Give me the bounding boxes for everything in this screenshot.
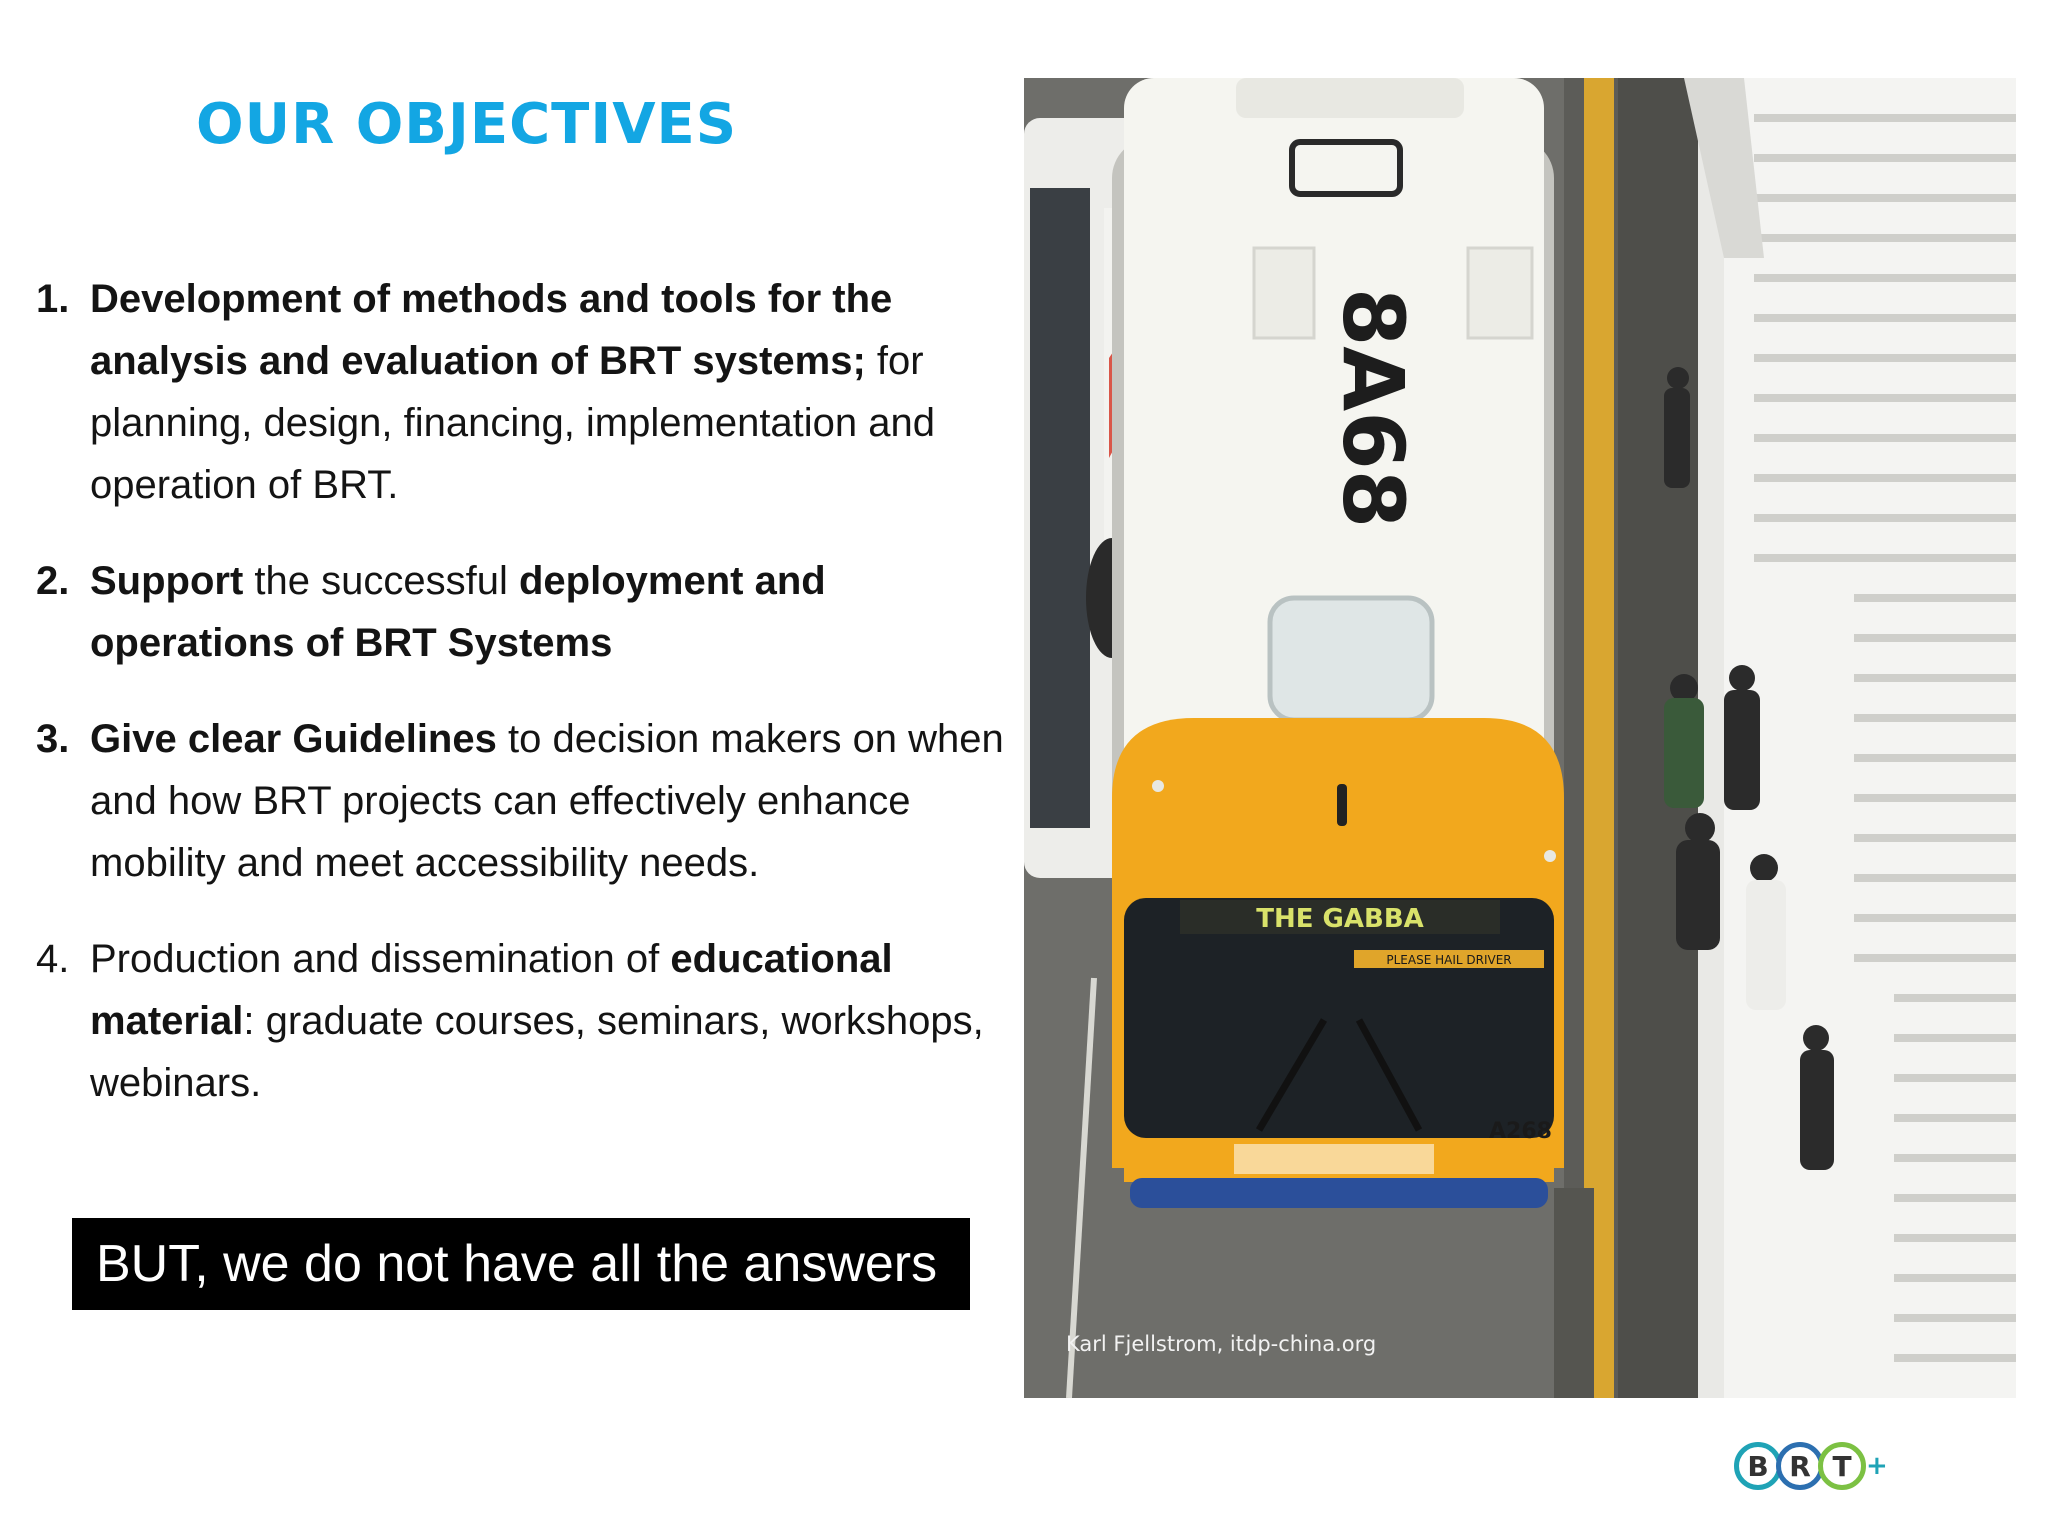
objective-number: 2. <box>36 559 70 603</box>
slide-title: OUR OBJECTIVES <box>196 92 738 157</box>
objective-bold-lead: Support <box>90 559 244 603</box>
bus-photo-illustration <box>1024 78 2016 1398</box>
roof-number: 8A68 <box>1324 287 1422 529</box>
photo-credit: Karl Fjellstrom, itdp-china.org <box>1066 1332 1377 1356</box>
objective-text <box>90 708 1006 894</box>
objective-item-1 <box>36 268 1006 516</box>
objective-detail-pre: Production and dissemination of <box>90 937 671 981</box>
logo-plus: + <box>1866 1451 1888 1481</box>
objective-detail: : graduate courses, seminars, workshops, webinars. <box>90 999 984 1105</box>
main-bus <box>1112 78 1564 1208</box>
logo-letter-r: R <box>1776 1442 1824 1490</box>
objective-text <box>90 928 1006 1114</box>
objective-bold-lead: Give clear Guidelines <box>90 717 497 761</box>
objective-number: 4. <box>36 937 70 981</box>
objective-number: 1. <box>36 277 70 321</box>
objectives-list <box>36 268 1006 1148</box>
brt-plus-logo <box>1734 1436 1888 1496</box>
objective-text <box>90 550 1006 674</box>
destination-sign: THE GABBA <box>1256 904 1424 934</box>
objective-item-4 <box>36 928 1006 1114</box>
objective-bold-lead: Development of methods and tools for the analysis and evaluation of BRT systems; <box>90 277 893 383</box>
logo-letter-t: T <box>1818 1442 1866 1490</box>
bus-photo <box>1024 78 2016 1398</box>
windshield-sticker: PLEASE HAIL DRIVER <box>1386 953 1512 967</box>
objective-item-3 <box>36 708 1006 894</box>
objective-detail: for planning, design, financing, implementation and operation of BRT. <box>90 339 936 507</box>
objective-detail: the successful <box>243 559 519 603</box>
objective-bold-tail: deployment and operations of BRT Systems <box>90 559 826 665</box>
logo-letter-b: B <box>1734 1442 1782 1490</box>
callout-banner: BUT, we do not have all the answers <box>72 1218 970 1310</box>
objective-detail: to decision makers on when and how BRT projects can effectively enhance mobility and meet accessibility needs. <box>90 717 1004 885</box>
objective-text <box>90 268 1006 516</box>
bus-id: A268 <box>1489 1119 1552 1144</box>
objective-item-2 <box>36 550 1006 674</box>
objective-number: 3. <box>36 717 70 761</box>
objective-bold-mid: educational material <box>90 937 893 1043</box>
